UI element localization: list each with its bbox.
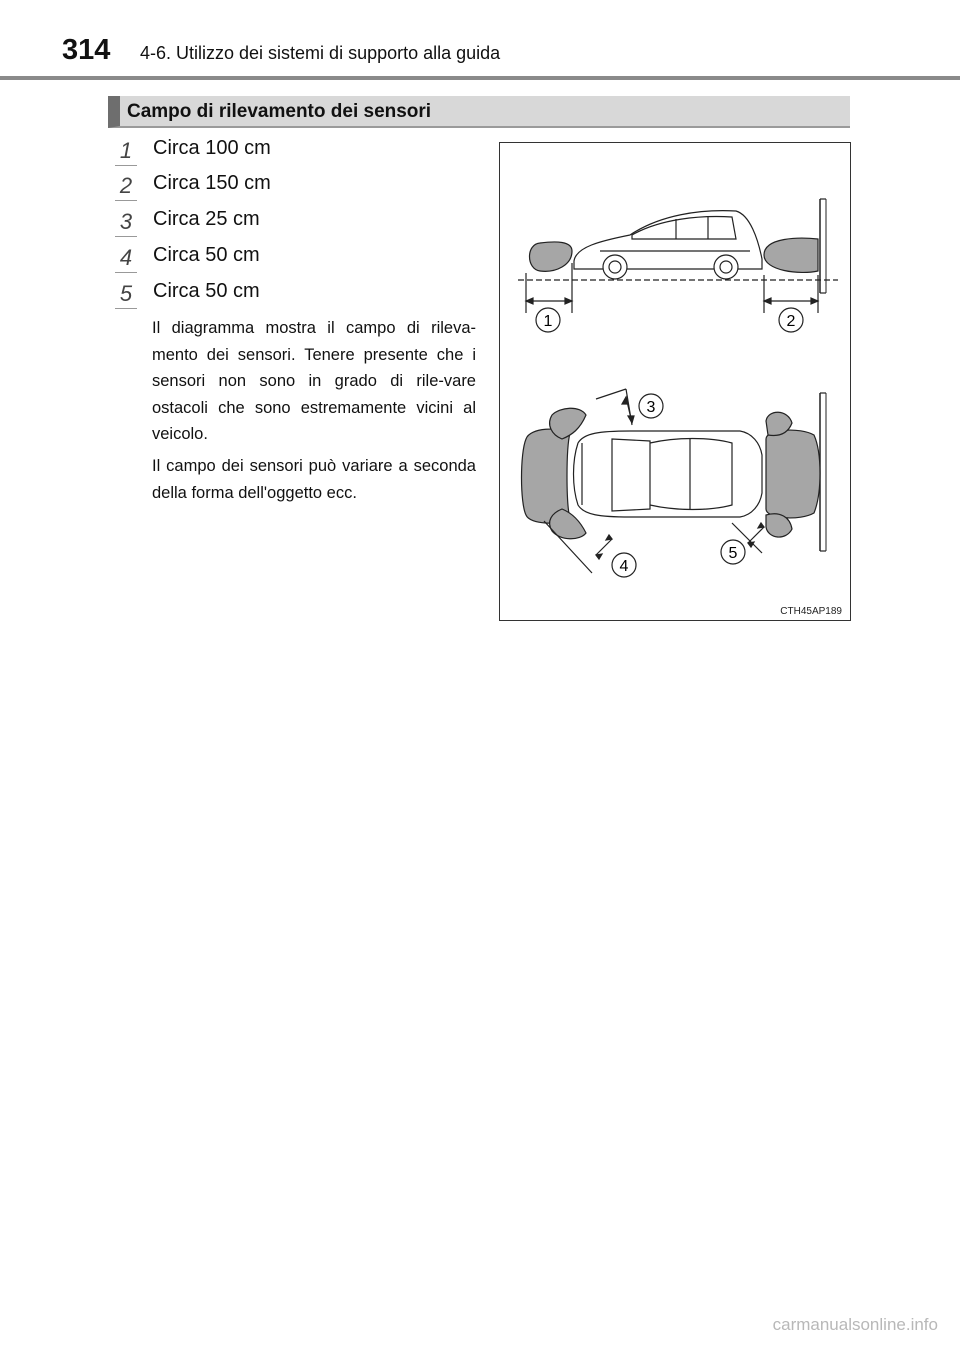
page-number: 314 bbox=[62, 34, 111, 66]
svg-text:4: 4 bbox=[619, 558, 629, 575]
front-corner-zone-top bbox=[550, 408, 586, 439]
item-number: 3 bbox=[113, 209, 139, 233]
watermark: carmanualsonline.info bbox=[772, 1315, 938, 1334]
side-view bbox=[518, 199, 838, 313]
item-number: 2 bbox=[113, 173, 139, 197]
svg-text:2: 2 bbox=[786, 313, 796, 330]
car-top-body bbox=[574, 431, 763, 517]
front-sensor-zone bbox=[530, 242, 573, 271]
front-corner-zone-bottom bbox=[550, 509, 586, 539]
section-title: Campo di rilevamento dei sensori bbox=[127, 101, 432, 122]
chapter-title: 4-6. Utilizzo dei sistemi di supporto alla guida bbox=[140, 43, 501, 63]
item-number: 1 bbox=[113, 138, 139, 162]
top-view bbox=[522, 389, 827, 573]
svg-text:1: 1 bbox=[543, 313, 553, 330]
item-number: 4 bbox=[113, 245, 139, 269]
item-text: Circa 150 cm bbox=[153, 172, 271, 194]
svg-text:5: 5 bbox=[728, 545, 738, 562]
rear-center-zone bbox=[766, 430, 820, 518]
header-divider bbox=[0, 76, 960, 80]
callout-5 bbox=[721, 540, 745, 564]
item-number: 5 bbox=[113, 281, 139, 305]
figure-code: CTH45AP189 bbox=[780, 606, 842, 617]
paragraph: Il campo dei sensori può variare a seconda della forma dell'oggetto ecc. bbox=[152, 457, 476, 502]
callout-3 bbox=[639, 394, 663, 418]
callout-1 bbox=[536, 308, 560, 332]
item-text: Circa 25 cm bbox=[153, 208, 260, 230]
rear-sensor-zone bbox=[764, 238, 818, 272]
callout-2 bbox=[779, 308, 803, 332]
callout-4 bbox=[612, 553, 636, 577]
sensor-diagram bbox=[500, 143, 852, 622]
svg-text:3: 3 bbox=[646, 399, 656, 416]
item-text: Circa 100 cm bbox=[153, 137, 271, 159]
paragraph: Il diagramma mostra il campo di rileva-mento dei sensori. Tenere presente che i sensori non sono in grado di rile-vare ostacoli che sono estremamente vicini al veicolo. bbox=[152, 319, 476, 443]
sensor-range-figure bbox=[499, 142, 851, 621]
item-text: Circa 50 cm bbox=[153, 244, 260, 266]
item-text: Circa 50 cm bbox=[153, 280, 260, 302]
